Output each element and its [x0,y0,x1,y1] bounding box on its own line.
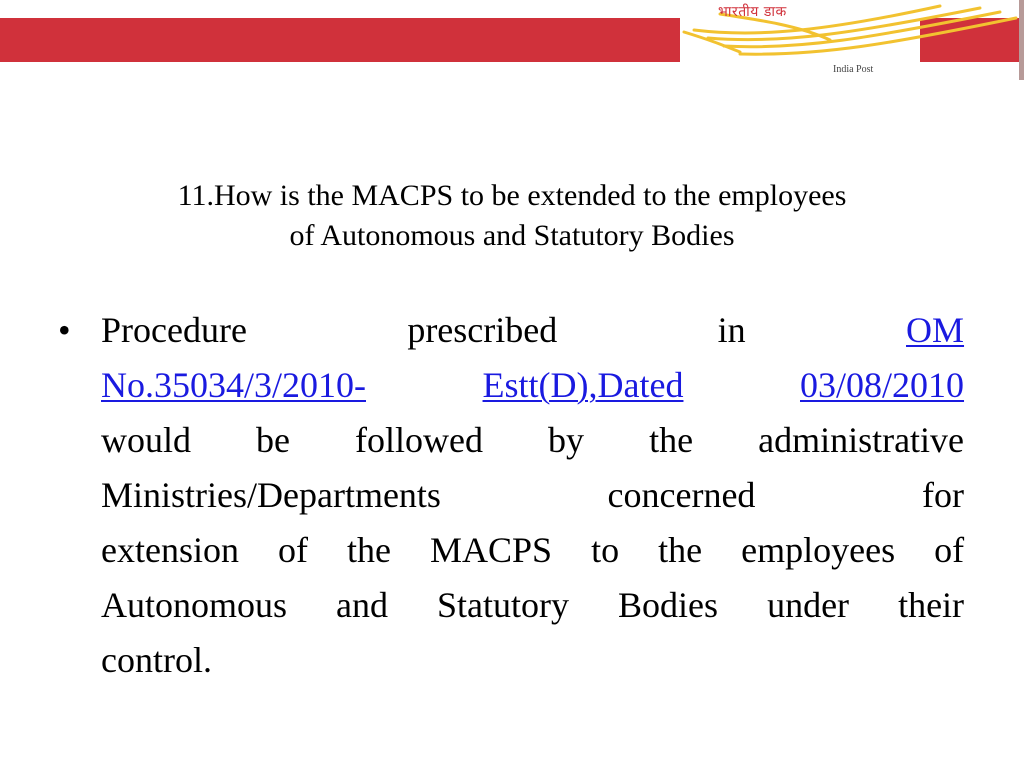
word: their [898,585,965,625]
bullet-line-3 [101,413,964,468]
word: and [336,585,389,625]
logo-caption: India Post [833,64,874,75]
word: extension [101,530,239,570]
om-link-part-3[interactable]: Estt(D),Dated [482,365,684,405]
bullet-glyph: • [58,310,71,350]
word: to [591,530,620,570]
word: would [101,420,191,460]
word: prescribed [407,310,558,350]
word: administrative [758,420,965,460]
word: of [934,530,965,570]
word: of [278,530,308,570]
word: employees [741,530,896,570]
om-link-part-2[interactable]: No.35034/3/2010- [101,365,366,405]
title-line-2: of Autonomous and Statutory Bodies [289,219,735,252]
bullet-line-4 [101,468,964,523]
word: Procedure [101,310,247,350]
word: MACPS [430,530,553,570]
slide-content [58,303,964,688]
bullet-line-5 [101,523,964,578]
slide-title [40,176,984,256]
bullet-line-6 [101,578,964,633]
bullet-line-1 [101,303,964,358]
word: in [717,310,746,350]
om-link-part-4[interactable]: 03/08/2010 [800,365,965,405]
word: the [649,420,694,460]
word: concerned [607,475,756,515]
word: followed [355,420,484,460]
word: the [347,530,391,570]
title-line-1: 11.How is the MACPS to be extended to the employees [177,179,847,212]
bullet-line-2 [101,358,964,413]
word: Bodies [618,585,719,625]
logo-hindi-text: भारतीय डाक [718,4,787,20]
word: Ministries/Departments [101,475,441,515]
bullet-item [58,303,964,688]
om-link-part-1[interactable]: OM [906,310,965,350]
word: Statutory [437,585,570,625]
word: under [767,585,850,625]
word: by [548,420,585,460]
word: for [922,475,964,515]
word: Autonomous [101,585,288,625]
bullet-line-7: control. [101,640,212,680]
word: the [658,530,703,570]
word: be [256,420,291,460]
